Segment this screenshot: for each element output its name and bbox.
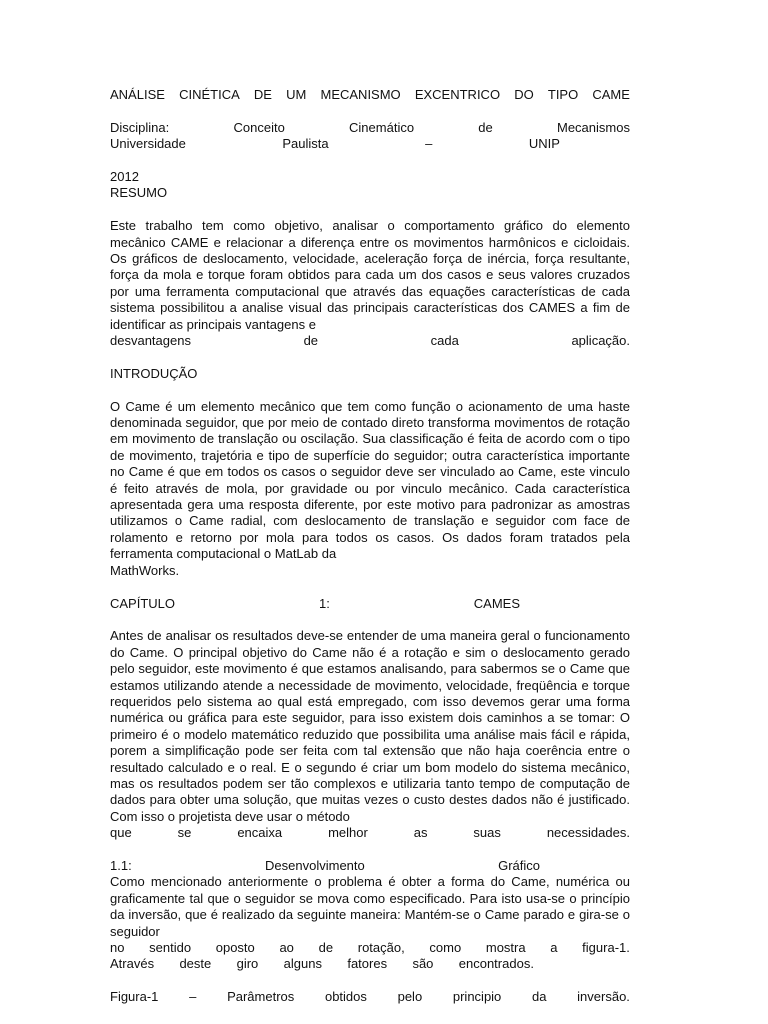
figure-word: inversão. — [577, 989, 630, 1005]
resumo-last-line — [110, 333, 630, 349]
section-line-word: ao — [279, 940, 294, 955]
title-word: ANÁLISE — [110, 87, 165, 102]
discipline-word: Cinemático — [349, 119, 415, 135]
title-word: CAME — [592, 87, 630, 102]
section-word: 1.1: — [110, 857, 132, 873]
title-word: MECANISMO — [320, 87, 401, 102]
chapter-word: que — [110, 825, 132, 841]
section-last-word: encontrados. — [458, 956, 534, 972]
chapter-word: 1: — [318, 595, 330, 611]
chapter-word: necessidades. — [546, 825, 630, 841]
figure-word: principio — [452, 989, 502, 1005]
discipline-line — [110, 120, 630, 136]
resumo-word: de — [303, 333, 319, 349]
figure-word: Parâmetros — [227, 989, 295, 1005]
chapter-paragraph: Antes de analisar os resultados deve-se entender de uma maneira geral o funcionamento do Came. O principal objetivo do Came não é a rotação e sim o deslocamento gerado pelo seguidor, este movimento é que estamos analisando, para sabermos se o Came que estamos utilizando atende a necessidade de movimento, velocidade, freqüência e torque requeridos pelo sistema ao qual está empregado, com isso devemos gerar uma forma numérica ou gráfica para este seguidor, para isso existem dois caminhos a se tomar: O primeiro é o modelo matemático reduzido que possibilita uma análise mais fácil e rápida, porem a simplificação pode ser feita com tal extensão que não haja coerência entre o resultado calculado e o real. E o segundo é criar um bom modelo do sistema mecânico, mas os resultados podem ser tão complexos e utilizaria tanto tempo de computação de dados para obter uma solução, que muitas vezes o custo destes dados não é justificado. Com isso o projetista deve usar o método — [110, 628, 630, 824]
section-last-word: Através — [110, 956, 155, 972]
section-line-word: rotação, — [357, 940, 405, 955]
chapter-word: suas — [473, 825, 501, 841]
section-last-word: giro — [236, 956, 259, 972]
figure-word: da — [532, 989, 547, 1005]
title-word: TIPO — [547, 87, 579, 102]
section-last-word: fatores — [347, 956, 388, 972]
university-word: Paulista — [282, 136, 329, 152]
section-line-word: mostra — [485, 940, 526, 955]
discipline-word: Conceito — [233, 119, 285, 135]
title-word: CINÉTICA — [179, 87, 240, 102]
chapter-word: se — [177, 825, 192, 841]
section-line-word: de — [318, 940, 334, 955]
resumo-paragraph: Este trabalho tem como objetivo, analisar o comportamento gráfico do elemento mecânico CAME e relacionar a diferença entre os movimentos harmônicos e cicloidais. Os gráficos de deslocamento, velocidade, aceleração força de inércia, força resultante, força da mola e torque foram obtidos para cada um dos casos e seus valores cruzados por uma ferramenta computacional que através das equações características de cada sistema possibilitou a analise visual das principais características dos CAMES a fim de identificar as principais vantagens e — [110, 218, 630, 332]
section-line-word: figura-1. — [582, 940, 630, 955]
intro-paragraph: O Came é um elemento mecânico que tem como função o acionamento de uma haste denominada seguidor, que por meio de contado direto transforma movimentos de rotação em movimento de translação ou oscilação. Sua classificação é feita de acordo com o tipo de movimento, trajetória e tipo de superfície do seguidor; outra característica importante no Came é que em todos os casos o seguidor deve ser vinculado ao Came, este vinculo é feito através de mola, por gravidade ou por vinculo mecânico. Cada característica apresentada gera uma resposta diferente, por este motivo para padronizar as amostras utilizamos o Came radial, com deslocamento de translação e seguidor com face de rolamento e retorno por mola para todos os casos. Os dados foram tratados pela ferramenta computacional o MatLab da — [110, 398, 630, 562]
resumo-word: desvantagens — [110, 333, 191, 349]
discipline-word: Disciplina: — [110, 119, 170, 135]
university-word: UNIP — [528, 136, 560, 152]
section-heading — [110, 858, 630, 874]
resumo-heading: RESUMO — [110, 185, 168, 201]
chapter-word: CAPÍTULO — [110, 595, 176, 611]
section-last-word: deste — [179, 956, 212, 972]
figure-word: pelo — [397, 989, 423, 1005]
discipline-word: de — [478, 119, 493, 135]
section-paragraph: Como mencionado anteriormente o problema é obter a forma do Came, numérica ou graficamente tal que o seguidor se mova como especificado. Para isto usa-se o princípio da inversão, que é realizado da seguinte maneira: Mantém-se o Came parado e gira-se o seguidor — [110, 874, 630, 939]
intro-last-line: MathWorks. — [110, 562, 180, 578]
title-word: DO — [514, 87, 534, 102]
section-line-word: como — [429, 940, 462, 955]
chapter-heading — [110, 596, 630, 612]
title-word: EXCENTRICO — [414, 87, 501, 102]
figure-caption — [110, 989, 630, 1005]
intro-heading: INTRODUÇÃO — [110, 365, 198, 381]
year: 2012 — [110, 169, 139, 184]
title-word: DE — [253, 87, 272, 102]
section-line-word: a — [550, 940, 558, 955]
chapter-word: CAMES — [473, 595, 520, 611]
university-word: Universidade — [110, 136, 186, 152]
document-page — [110, 87, 630, 1006]
section-last-word: são — [412, 956, 434, 972]
resumo-word: aplicação. — [571, 333, 630, 349]
section-word: Desenvolvimento — [265, 857, 365, 873]
section-line-word: sentido — [149, 940, 192, 955]
section-line — [110, 940, 630, 956]
section-last-word: alguns — [283, 956, 322, 972]
section-line-word: no — [110, 940, 125, 955]
university-word: – — [425, 136, 433, 152]
chapter-word: encaixa — [237, 825, 283, 841]
title-word: UM — [286, 87, 307, 102]
university-line — [110, 136, 630, 152]
document-title — [110, 87, 630, 103]
section-line-word: oposto — [215, 940, 255, 955]
discipline-word: Mecanismos — [557, 119, 630, 135]
chapter-last-line — [110, 825, 630, 841]
section-last-line — [110, 956, 534, 972]
figure-word: Figura-1 — [110, 989, 159, 1005]
figure-word: obtidos — [324, 989, 367, 1005]
resumo-word: cada — [430, 333, 459, 349]
chapter-word: as — [413, 825, 428, 841]
chapter-word: melhor — [328, 825, 368, 841]
section-word: Gráfico — [498, 857, 540, 873]
figure-word: – — [189, 989, 197, 1005]
